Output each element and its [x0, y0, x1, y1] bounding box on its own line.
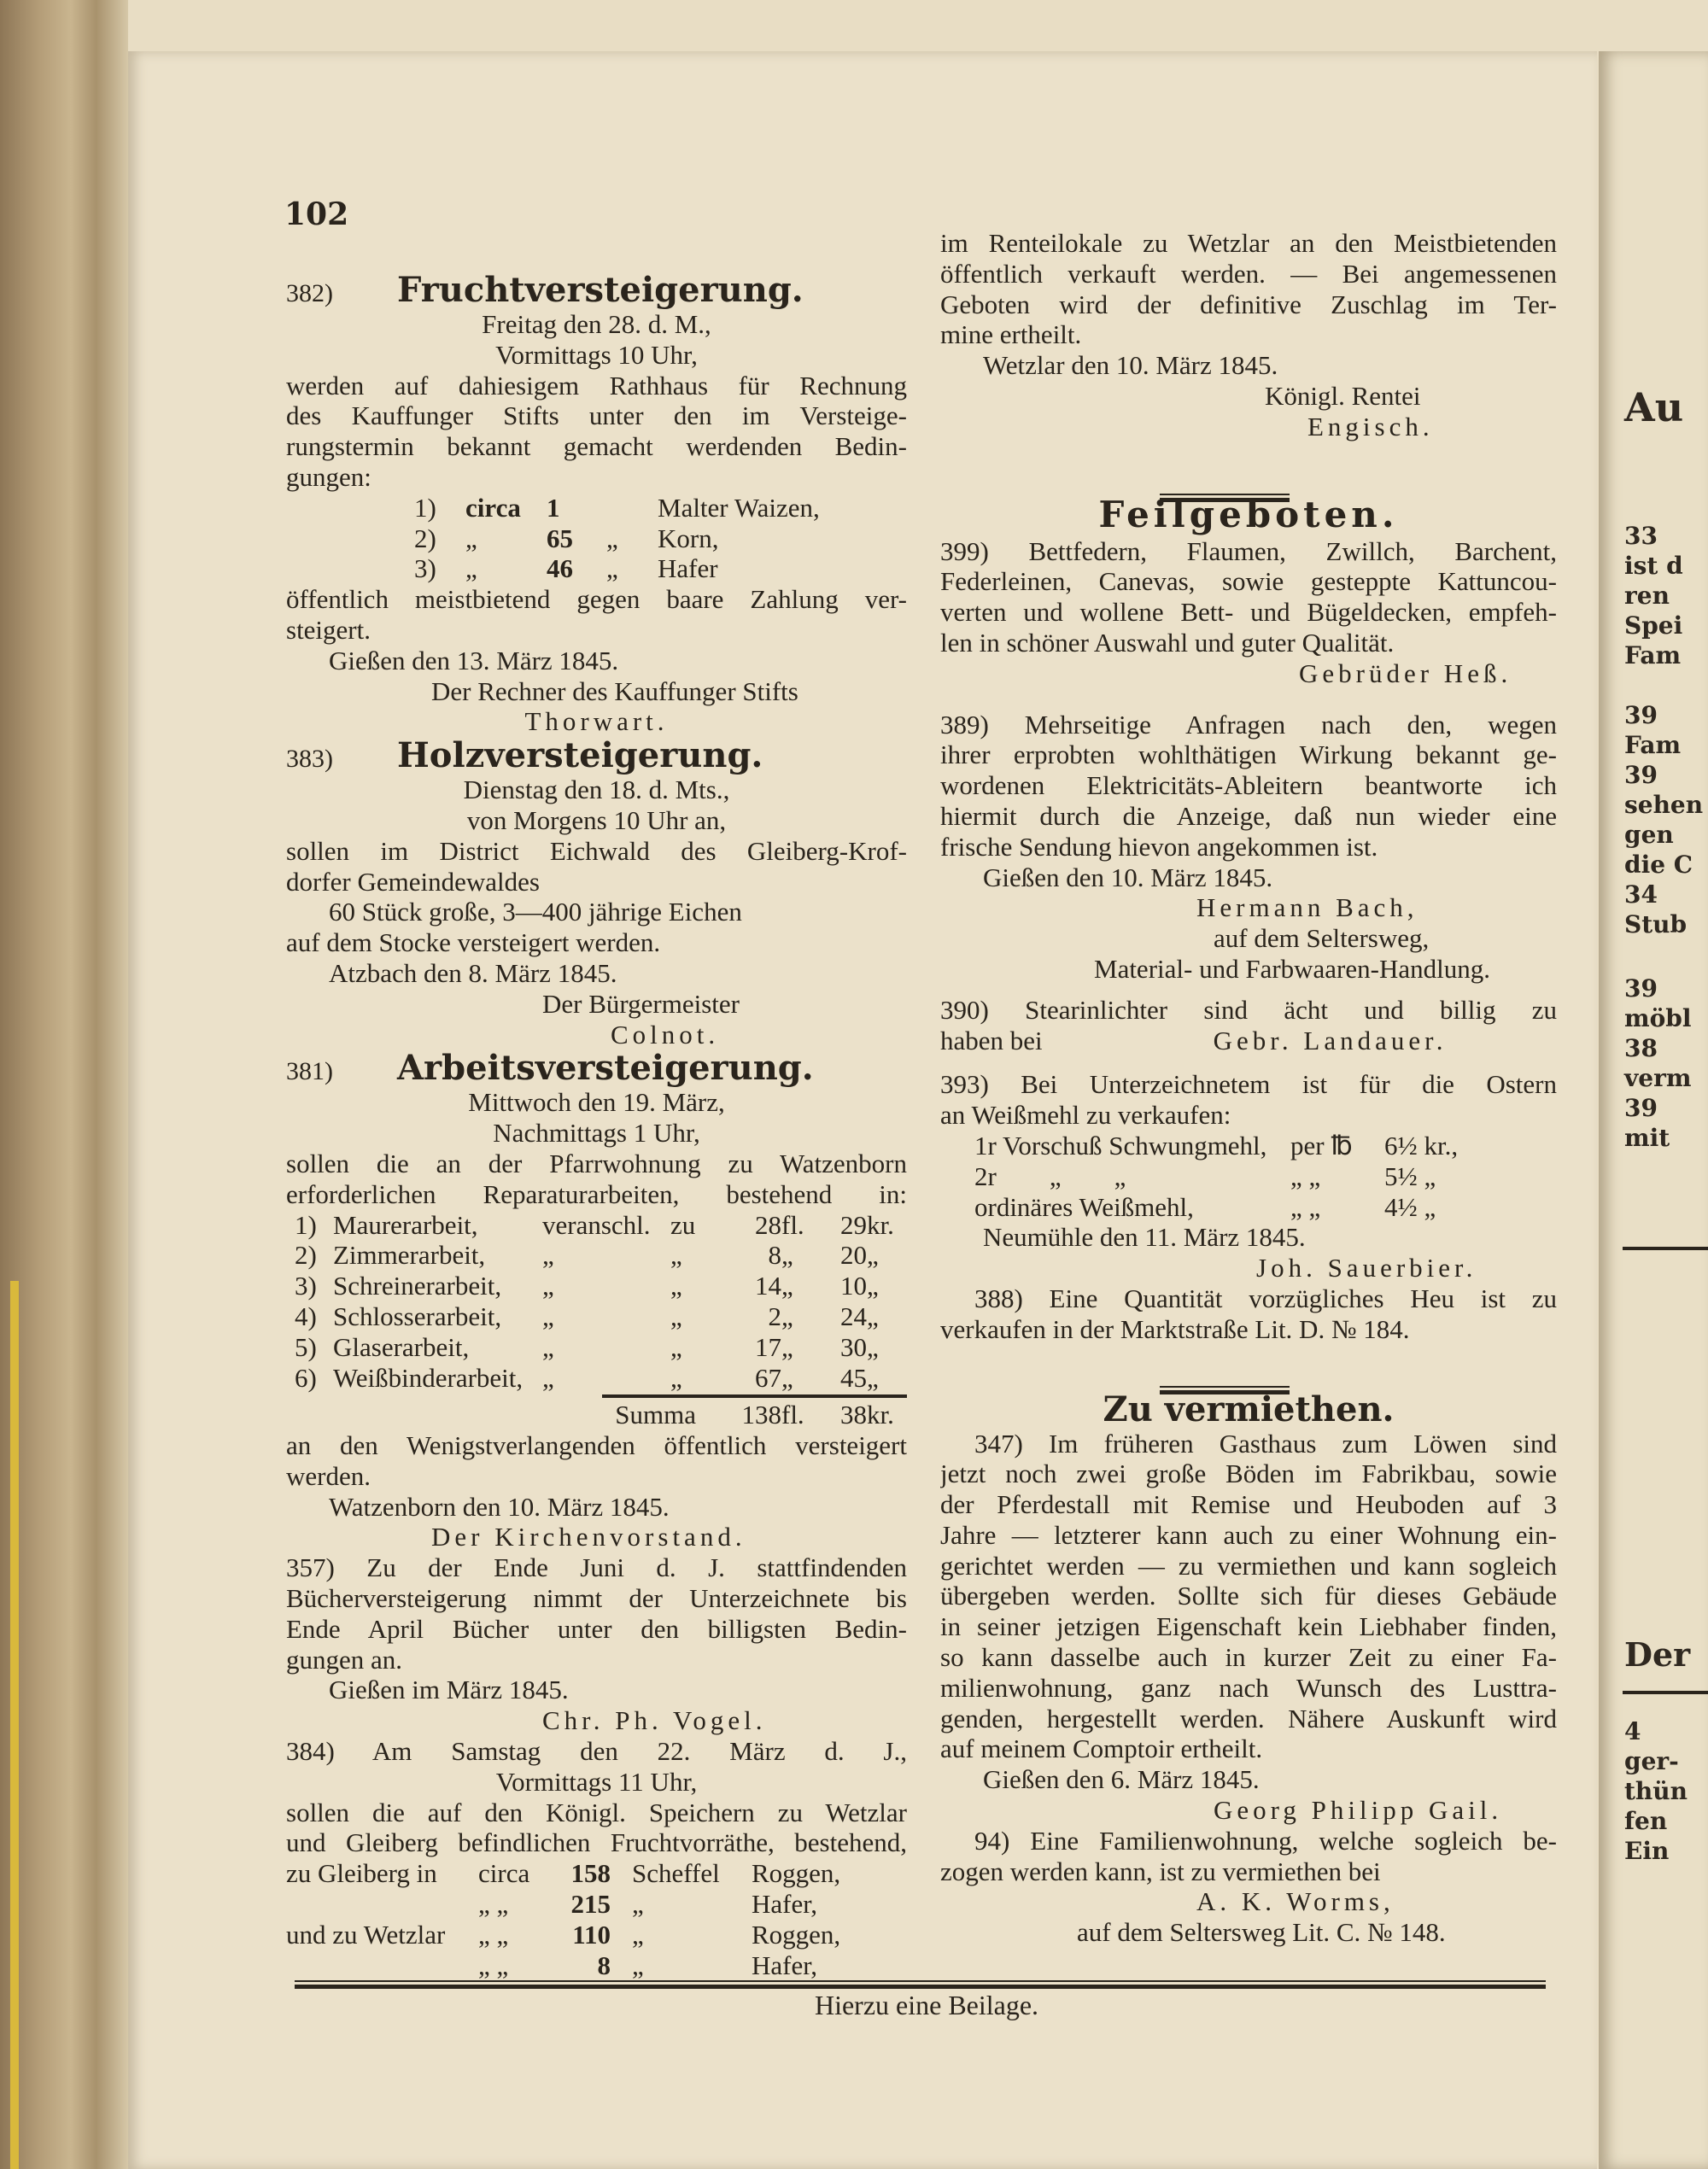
- facing-page: [1599, 51, 1708, 2169]
- table-row: [286, 1332, 907, 1363]
- table-cell-q: „ „: [478, 1919, 509, 1950]
- table-row: [286, 1301, 907, 1332]
- table-cell-u2: „: [867, 1240, 879, 1271]
- flour-price-table: [940, 1131, 1557, 1222]
- table-cell-price: 4½ „: [1384, 1191, 1436, 1222]
- fragment-heading: Au: [1624, 384, 1684, 430]
- fragment-line: 39: [1624, 701, 1658, 729]
- table-cell-d2: „: [670, 1362, 682, 1393]
- table-cell-d1: veranschl.: [542, 1209, 651, 1240]
- page-bottom-rule: [295, 1985, 1546, 1989]
- table-cell-u1: fl.: [781, 1209, 804, 1240]
- sum-rule: [602, 1394, 907, 1398]
- item-qualifier: „: [465, 553, 477, 584]
- text-line: und Gleiberg befindlichen Fruchtvorräthe, bestehend,: [286, 1827, 907, 1858]
- list-item: [286, 493, 907, 523]
- item-amount: 46: [547, 553, 573, 584]
- table-cell-d1: „: [542, 1240, 554, 1271]
- fragment-line: 39: [1624, 761, 1658, 789]
- notice-347: [940, 1429, 1557, 1765]
- table-cell-loc: und zu Wetzlar: [286, 1919, 446, 1950]
- table-cell-d1: „: [542, 1362, 554, 1393]
- table-cell-u1: „: [781, 1301, 793, 1331]
- text-line: werden.: [286, 1460, 371, 1491]
- item-number: 3): [414, 553, 436, 584]
- signer: Georg Philipp Gail.: [1214, 1795, 1503, 1826]
- table-cell-d2: zu: [670, 1209, 696, 1240]
- sum-fl: 138: [741, 1400, 781, 1430]
- text-line: genden, hergestellt werden. Nähere Auskunft wird: [940, 1703, 1557, 1733]
- place-date: Gießen im März 1845.: [329, 1675, 569, 1705]
- fragment-rule: [1623, 1247, 1708, 1250]
- list-item: [286, 523, 907, 554]
- text-line: erforderlichen Reparaturarbeiten, bestehend in:: [286, 1178, 907, 1209]
- text-line: 384) Am Samstag den 22. März d. J.,: [286, 1736, 907, 1767]
- table-cell-kind: 2r „ „: [974, 1161, 1126, 1191]
- text-line: Jahre — letzterer kann auch zu einer Wohnung ein-: [940, 1519, 1557, 1550]
- table-row: [286, 1950, 907, 1981]
- item-what: Malter Waizen,: [658, 492, 820, 523]
- table-cell-price: 5½ „: [1384, 1161, 1436, 1191]
- item-qualifier: circa: [465, 492, 521, 523]
- table-cell-d2: „: [670, 1240, 682, 1271]
- table-row: [286, 1210, 907, 1241]
- signer: Joh. Sauerbier.: [1256, 1253, 1477, 1283]
- table-cell-what: Hafer,: [752, 1889, 818, 1920]
- table-cell-what: Roggen,: [752, 1919, 841, 1950]
- place-date: Atzbach den 8. März 1845.: [329, 957, 617, 988]
- sum-unit-fl: fl.: [781, 1400, 804, 1430]
- footer-note: Hierzu eine Beilage.: [814, 1990, 1039, 2020]
- table-row: [940, 1131, 1557, 1161]
- text-line: [940, 1026, 1557, 1056]
- table-cell-kr: 20: [840, 1240, 867, 1271]
- text-line: gungen an.: [286, 1644, 403, 1675]
- table-cell-unit: „: [632, 1950, 644, 1980]
- text-line: des Kauffunger Stifts unter den im Versteige-: [286, 400, 907, 431]
- cost-table: [286, 1210, 907, 1394]
- fragment-line: 39: [1624, 974, 1658, 1003]
- fragment-line: möbl: [1624, 1004, 1692, 1032]
- table-cell-n: 4): [295, 1301, 317, 1331]
- notice-date: Mittwoch den 19. März,: [468, 1087, 725, 1118]
- fragment-line: ger-: [1624, 1747, 1679, 1775]
- table-cell-work: Zimmerarbeit,: [333, 1240, 486, 1271]
- fragment-block: [1624, 1716, 1688, 1866]
- signer-address: auf dem Seltersweg,: [1214, 923, 1430, 954]
- notice-time: Vormittags 10 Uhr,: [495, 339, 698, 370]
- text-line: auf meinem Comptoir ertheilt.: [940, 1733, 1263, 1764]
- sum-row: [286, 1400, 907, 1430]
- fragment-line: Spei: [1624, 611, 1683, 640]
- text-line: der Pferdestall mit Remise und Heuboden auf 3: [940, 1489, 1557, 1520]
- text-line: 357) Zu der Ende Juni d. J. stattfindenden: [286, 1552, 907, 1583]
- table-cell-what: Hafer,: [752, 1950, 818, 1980]
- text-line: Ende April Bücher unter den billigsten Bedin-: [286, 1613, 907, 1644]
- table-row: [286, 1920, 907, 1950]
- table-cell-amt: 110: [572, 1919, 611, 1950]
- signer: Gebrüder Heß.: [1299, 658, 1512, 688]
- notice-title: Arbeitsversteigerung.: [397, 1048, 814, 1089]
- text-line: ihrer erprobten wohlthätigen Wirkung bekannt ge-: [940, 740, 1557, 770]
- page-edge-marker: [10, 1281, 19, 2169]
- item-what: Korn,: [658, 523, 719, 553]
- section-rule-space: [940, 442, 1557, 494]
- notice-time: von Morgens 10 Uhr an,: [466, 804, 727, 835]
- table-cell-fl: 17: [755, 1331, 781, 1362]
- text-line: im Renteilokale zu Wetzlar an den Meistbietenden: [940, 228, 1557, 258]
- signer-name: Engisch.: [1307, 411, 1434, 441]
- item-amount: 1: [547, 492, 560, 523]
- place-date: Neumühle den 11. März 1845.: [983, 1222, 1306, 1253]
- text-line: 60 Stück große, 3—400 jährige Eichen: [329, 897, 742, 927]
- text-line: so kann dasselbe auch in kurzer Zeit zu einer Fa-: [940, 1642, 1557, 1673]
- text-line: auf dem Stocke versteigert werden.: [286, 927, 661, 958]
- table-cell-amt: 158: [570, 1858, 611, 1889]
- sum-label: Summa: [615, 1400, 696, 1430]
- item-number: 2): [414, 523, 436, 553]
- table-row: [286, 1858, 907, 1889]
- fragment-heading: Der: [1624, 1635, 1691, 1674]
- spacer: [940, 1345, 1557, 1391]
- notice-number: 381): [286, 1057, 333, 1086]
- table-cell-work: Schreinerarbeit,: [333, 1271, 502, 1301]
- table-cell-loc: [286, 1889, 478, 1920]
- table-cell-fl: 14: [755, 1271, 781, 1301]
- text-line: steigert.: [286, 614, 371, 645]
- table-cell-n: 5): [295, 1331, 317, 1362]
- table-cell-n: 6): [295, 1362, 317, 1393]
- text-line: 393) Bei Unterzeichnetem ist für die Ostern: [940, 1069, 1557, 1100]
- text-line: an den Wenigstverlangenden öffentlich versteigert: [286, 1430, 907, 1461]
- text-fragment: haben bei: [940, 1025, 1043, 1055]
- grain-table: [286, 1858, 907, 1980]
- table-cell-u2: „: [867, 1301, 879, 1331]
- table-cell-per: „ „: [1290, 1191, 1321, 1222]
- signer-business: Material- und Farbwaaren-Handlung.: [1094, 953, 1490, 984]
- text-line: hiermit durch die Anzeige, daß nun wieder eine: [940, 800, 1557, 831]
- table-cell-u1: „: [781, 1331, 793, 1362]
- fragment-block: [1624, 521, 1683, 670]
- table-cell-kr: 29: [840, 1209, 867, 1240]
- signer: Chr. Ph. Vogel.: [542, 1705, 767, 1736]
- text-line: übergeben werden. Sollte sich für dieses Gebäude: [940, 1581, 1557, 1611]
- place-date: Gießen den 10. März 1845.: [983, 862, 1273, 892]
- fragment-line: ist d: [1624, 552, 1683, 580]
- fragment-line: fen: [1624, 1807, 1668, 1835]
- table-cell-what: Roggen,: [752, 1858, 841, 1889]
- text-line: milienwohnung, ganz nach Wunsch des Lusttra-: [940, 1672, 1557, 1703]
- table-cell-kr: 45: [840, 1362, 867, 1393]
- text-line: zogen werden kann, ist zu vermiethen bei: [940, 1856, 1381, 1886]
- text-line: verten und wollene Bett- und Bügeldecken, empfeh-: [940, 597, 1557, 628]
- table-cell-n: 3): [295, 1271, 317, 1301]
- notice-date: Freitag den 28. d. M.,: [482, 309, 711, 339]
- signer: Der Rechner des Kauffunger Stifts: [431, 675, 798, 706]
- table-cell-unit: „: [632, 1919, 644, 1950]
- table-cell-work: Weißbinderarbeit,: [333, 1362, 524, 1393]
- fragment-line: Stub: [1624, 910, 1688, 938]
- book-page-stack: [0, 0, 128, 2169]
- fragment-line: Fam: [1624, 641, 1682, 669]
- text-line: sollen im District Eichwald des Gleiberg-Krof-: [286, 835, 907, 866]
- table-cell-q: „ „: [478, 1889, 509, 1920]
- table-row: [286, 1271, 907, 1301]
- table-cell-loc: zu Gleiberg in: [286, 1858, 437, 1889]
- table-cell-kind: 1r Vorschuß Schwungmehl,: [974, 1130, 1267, 1161]
- table-cell-d1: „: [542, 1301, 554, 1331]
- place-date: Wetzlar den 10. März 1845.: [983, 350, 1278, 381]
- fragment-line: Fam: [1624, 731, 1682, 759]
- fragment-line: 4: [1624, 1717, 1641, 1745]
- notice-381-heading: [286, 1049, 907, 1087]
- sum-kr: 38: [840, 1400, 867, 1430]
- table-cell-d2: „: [670, 1271, 682, 1301]
- text-line: sollen die auf den Königl. Speichern zu Wetzlar: [286, 1797, 907, 1827]
- table-cell-u1: „: [781, 1362, 793, 1393]
- left-column: [286, 272, 907, 1980]
- text-line: öffentlich meistbietend gegen baare Zahlung ver-: [286, 584, 907, 615]
- section-title-feilgeboten: Feilgeboten.: [1098, 493, 1399, 535]
- spacer: [940, 985, 1557, 995]
- table-cell-u2: kr.: [867, 1209, 894, 1240]
- text-line: wordenen Elektricitäts-Ableitern beantworte ich: [940, 770, 1557, 801]
- text-line: 399) Bettfedern, Flaumen, Zwillch, Barchent,: [940, 535, 1557, 566]
- notice-date: Dienstag den 18. d. Mts.,: [463, 775, 730, 805]
- fragment-line: verm: [1624, 1064, 1692, 1092]
- table-cell-d2: „: [670, 1331, 682, 1362]
- signer: Königl. Rentei: [1265, 380, 1421, 411]
- text-line: verkaufen in der Marktstraße Lit. D. № 184.: [940, 1313, 1410, 1344]
- table-cell-unit: Scheffel: [632, 1858, 720, 1889]
- fragment-line: 33: [1624, 522, 1658, 550]
- table-cell-kr: 30: [840, 1331, 867, 1362]
- fragment-line: ren: [1624, 582, 1670, 610]
- section-divider: [1160, 1390, 1290, 1394]
- text-line: 388) Eine Quantität vorzügliches Heu ist zu: [974, 1283, 1557, 1313]
- text-line: len in schöner Auswahl und guter Qualität.: [940, 627, 1395, 658]
- table-cell-kr: 24: [840, 1301, 867, 1331]
- notice-title: Holzversteigerung.: [397, 735, 763, 776]
- table-cell-u2: „: [867, 1271, 879, 1301]
- text-line: in seiner jetzigen Eigenschaft kein Liebhaber finden,: [940, 1611, 1557, 1642]
- table-cell-per: „ „: [1290, 1161, 1321, 1191]
- fragment-block: [1624, 973, 1692, 1153]
- table-cell-work: Maurerarbeit,: [333, 1209, 478, 1240]
- table-row: [286, 1363, 907, 1394]
- table-row: [940, 1161, 1557, 1192]
- text-line: 94) Eine Familienwohnung, welche sogleich be-: [974, 1825, 1557, 1856]
- page-number: 102: [284, 196, 349, 232]
- table-cell-unit: „: [632, 1889, 644, 1920]
- notice-number: 383): [286, 745, 333, 774]
- table-cell-amt: 8: [597, 1950, 611, 1980]
- signer-address: auf dem Seltersweg Lit. C. № 148.: [1077, 1917, 1446, 1948]
- table-cell-fl: 67: [755, 1362, 781, 1393]
- text-line: Federleinen, Canevas, sowie gesteppte Kattuncou-: [940, 566, 1557, 597]
- table-row: [940, 1192, 1557, 1223]
- table-cell-n: 1): [295, 1209, 317, 1240]
- table-cell-d1: „: [542, 1271, 554, 1301]
- table-cell-u1: „: [781, 1271, 793, 1301]
- place-date: Watzenborn den 10. März 1845.: [329, 1491, 670, 1522]
- item-number: 1): [414, 492, 436, 523]
- sum-unit-kr: kr.: [867, 1400, 894, 1430]
- notice-382-heading: [286, 272, 907, 309]
- notice-383-heading: [286, 737, 907, 775]
- table-cell-n: 2): [295, 1240, 317, 1271]
- notice-title: Fruchtversteigerung.: [397, 270, 804, 310]
- text-line: 347) Im früheren Gasthaus zum Löwen sind: [974, 1428, 1557, 1459]
- text-line: an Weißmehl zu verkaufen:: [940, 1100, 1231, 1131]
- place-date: Gießen den 6. März 1845.: [983, 1764, 1260, 1795]
- fragment-line: die C: [1624, 851, 1693, 879]
- table-cell-d2: „: [670, 1301, 682, 1331]
- signer: Gebr. Landauer.: [1213, 1025, 1448, 1055]
- signer: Der Kirchenvorstand.: [431, 1522, 746, 1552]
- text-line: werden auf dahiesigem Rathhaus für Rechnung: [286, 370, 907, 400]
- table-row: [286, 1240, 907, 1271]
- table-cell-work: Schlosserarbeit,: [333, 1301, 502, 1331]
- text-line: sollen die an der Pfarrwohnung zu Watzenborn: [286, 1148, 907, 1178]
- list-item: [286, 553, 907, 584]
- table-cell-kr: 10: [840, 1271, 867, 1301]
- fragment-line: Ein: [1624, 1837, 1670, 1865]
- table-cell-kind: ordinäres Weißmehl,: [974, 1191, 1194, 1222]
- spacer: [940, 1055, 1557, 1069]
- table-cell-q: „ „: [478, 1950, 509, 1980]
- section-divider: [1160, 498, 1290, 502]
- table-cell-amt: 215: [570, 1889, 611, 1920]
- spacer: [940, 689, 1557, 710]
- right-column: [940, 228, 1557, 1948]
- item-qualifier: „: [465, 523, 477, 553]
- signer: Der Bürgermeister: [542, 988, 740, 1019]
- fragment-rule: [1623, 1691, 1708, 1694]
- table-cell-loc: [286, 1950, 478, 1981]
- section-title-zu-vermiethen: Zu vermiethen.: [1103, 1389, 1395, 1429]
- item-what: Hafer: [658, 553, 718, 584]
- item-ditto: „: [606, 553, 618, 584]
- text-line: 390) Stearinlichter sind ächt und billig zu: [940, 994, 1557, 1025]
- table-cell-fl: 2: [768, 1301, 781, 1331]
- table-cell-work: Glaserarbeit,: [333, 1331, 470, 1362]
- text-line: Bücherversteigerung nimmt der Unterzeichnete bis: [286, 1583, 907, 1614]
- table-cell-fl: 28: [755, 1209, 781, 1240]
- text-line: öffentlich verkauft werden. — Bei angemessenen: [940, 258, 1557, 289]
- text-line: frische Sendung hievon angekommen ist.: [940, 831, 1378, 862]
- text-line: gungen:: [286, 461, 371, 492]
- fragment-line: mit: [1624, 1124, 1670, 1152]
- table-cell-u2: „: [867, 1331, 879, 1362]
- text-line: Geboten wird der definitive Zuschlag im Ter-: [940, 289, 1557, 319]
- text-line: mine ertheilt.: [940, 319, 1082, 350]
- fragment-line: 34: [1624, 880, 1658, 909]
- fragment-line: 38: [1624, 1034, 1658, 1062]
- text-line: rungstermin bekannt gemacht werdenden Bedin-: [286, 431, 907, 462]
- table-cell-u1: „: [781, 1240, 793, 1271]
- table-cell-fl: 8: [768, 1240, 781, 1271]
- fragment-line: sehen: [1624, 791, 1704, 819]
- notice-time: Vormittags 11 Uhr,: [495, 1766, 698, 1797]
- table-cell-u2: „: [867, 1362, 879, 1393]
- fragment-line: 39: [1624, 1094, 1658, 1122]
- table-cell-d1: „: [542, 1331, 554, 1362]
- signer-name: Thorwart.: [524, 706, 669, 737]
- table-cell-per: per ℔: [1290, 1130, 1353, 1161]
- fragment-block: [1624, 700, 1703, 939]
- place-date: Gießen den 13. März 1845.: [329, 645, 619, 675]
- text-line: gerichtet werden — zu vermiethen und kann sogleich: [940, 1550, 1557, 1581]
- signer: A. K. Worms,: [1196, 1886, 1395, 1917]
- signer: Hermann Bach,: [1196, 892, 1418, 923]
- signer-name: Colnot.: [611, 1019, 720, 1049]
- text-line: 389) Mehrseitige Anfragen nach den, wegen: [940, 709, 1557, 740]
- notice-number: 382): [286, 279, 333, 307]
- table-cell-price: 6½ kr.,: [1384, 1130, 1459, 1161]
- table-row: [286, 1889, 907, 1920]
- fragment-line: gen: [1624, 821, 1674, 849]
- item-ditto: [606, 493, 658, 523]
- item-amount: 65: [547, 523, 573, 553]
- table-cell-q: circa: [478, 1858, 530, 1889]
- fragment-line: thün: [1624, 1777, 1688, 1805]
- notice-time: Nachmittags 1 Uhr,: [493, 1118, 700, 1149]
- text-line: jetzt noch zwei große Böden im Fabrikbau, sowie: [940, 1459, 1557, 1489]
- text-line: dorfer Gemeindewaldes: [286, 866, 540, 897]
- item-ditto: „: [606, 523, 618, 553]
